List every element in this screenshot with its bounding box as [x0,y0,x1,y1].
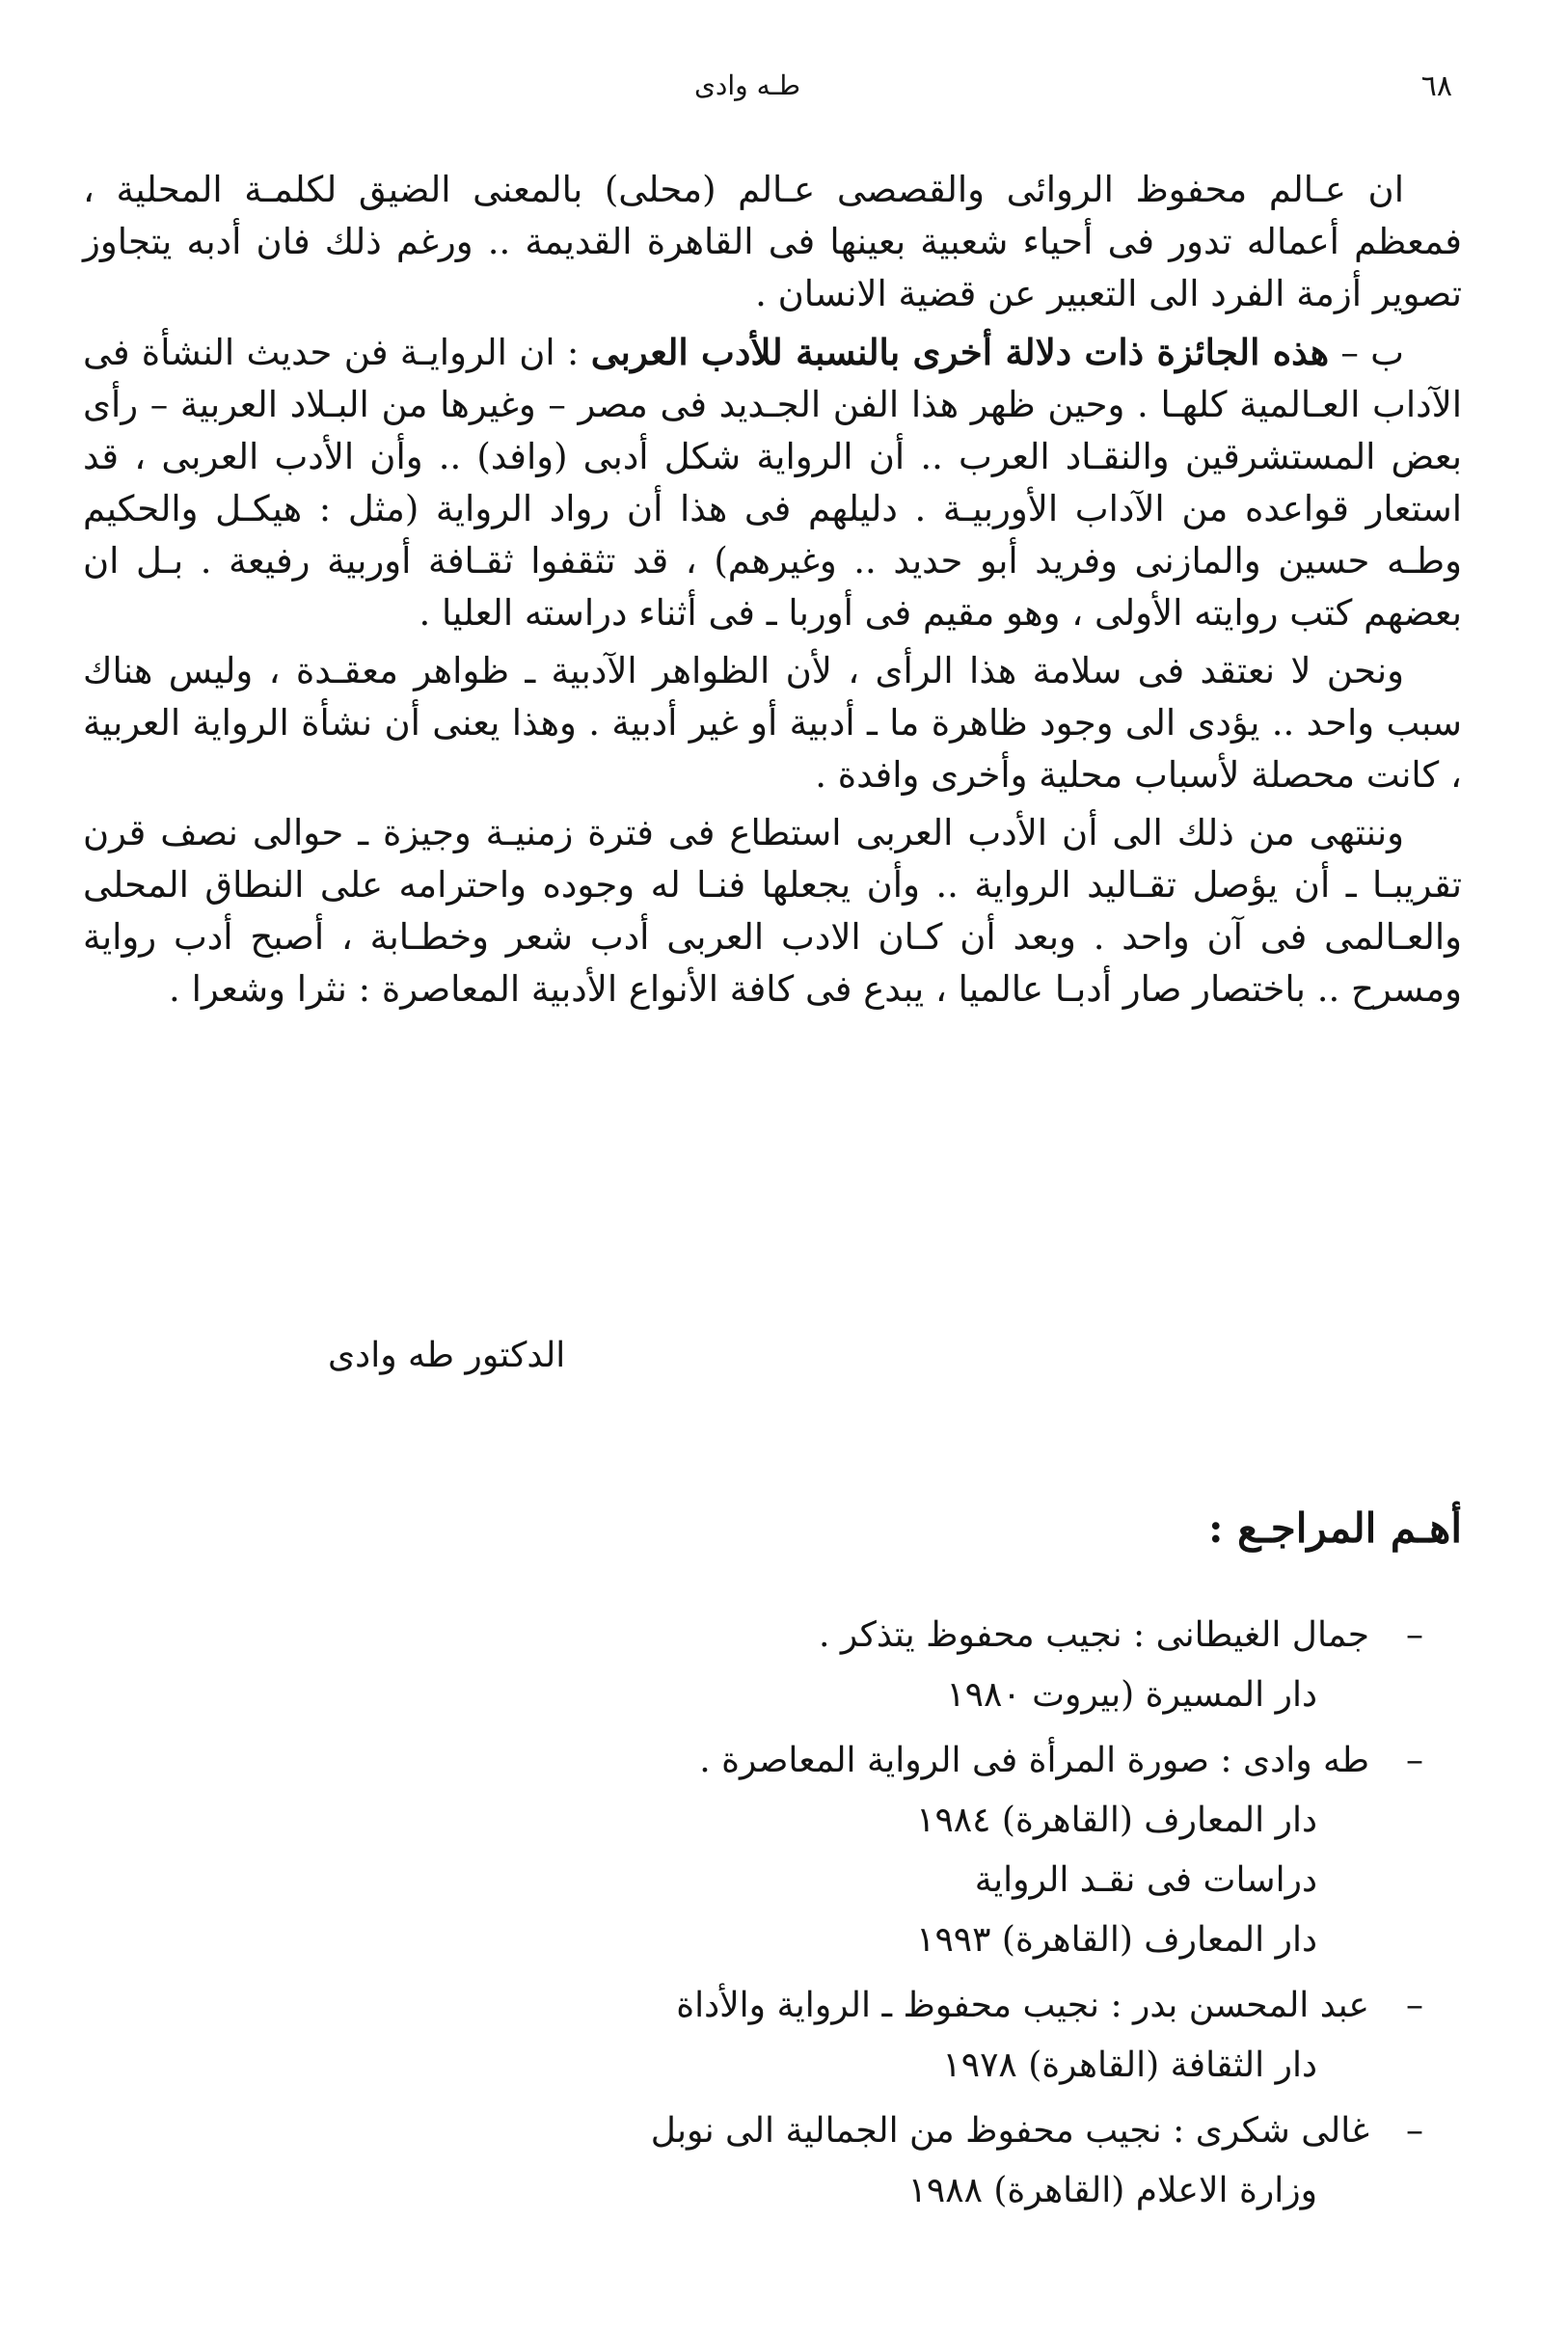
references-heading: أهـم المراجـع : [1207,1504,1462,1552]
list-dash: – [1406,2111,1423,2151]
reference-entry [218,1976,1423,2036]
running-title: طـه وادى [694,69,801,101]
bold-heading: هذه الجائزة ذات دلالة أخرى بالنسبة للأدب العربى [590,331,1330,373]
reference-entry [218,1731,1423,1791]
reference-title: غالى شكرى : نجيب محفوظ من الجمالية الى نوبل [650,2111,1369,2151]
list-dash: – [1406,1615,1423,1655]
reference-item [218,2101,1423,2221]
reference-item [218,1976,1423,2096]
reference-publisher: دار المسيرة (بيروت ١٩٨٠ [946,1675,1317,1715]
page-number: ٦٨ [1420,69,1452,103]
paragraph: وننتهى من ذلك الى أن الأدب العربى استطاع فى فترة زمنيـة وجيزة ـ حوالى نصف قرن تقريبـا ـ أن يؤصل تقـاليد الرواية .. وأن يجعلها فنـا له وجوده واحترامه على النطاق المحلى والعـالمى فى آن واحد . وبعد أن كـان الادب العربى أدب شعر وخطـابة ، أصبح أدب رواية ومسرح .. باختصار صار أدبـا عالميا ، يبدع فى كافة الأنواع الأدبية المعاصرة : نثرا وشعرا . [83,812,1462,1010]
paragraph-text: : ان الروايـة فن حديث النشأة فى الآداب العـالمية كلهـا . وحين ظهر هذا الفن الجـديد فى مصر – وغيرها من البـلاد العربية – رأى بعض المستشرقين والنقـاد العرب .. أن الرواية شكل أدبى (وافد) .. وأن الأدب العربى ، قد استعار قواعده من الآداب الأوربيـة . دليلهم فى هذا أن رواد الرواية (مثل : هيكـل والحكيم وطـه حسين والمازنى وفريد أبو حديد .. وغيرهم) ، قد تثقفوا ثقـافة أوربية رفيعة . بـل ان بعضهم كتب روايته الأولى ، وهو مقيم فى أوربا ـ فى أثناء دراسته العليا . [83,332,1462,634]
reference-second-title: دراسات فى نقـد الرواية [974,1860,1317,1900]
paragraph [83,326,1462,639]
reference-publisher: دار المعارف (القاهرة) ١٩٨٤ [916,1801,1317,1840]
reference-item [218,1731,1423,1970]
body-text [83,164,1462,1021]
list-marker: ب – [1329,332,1404,373]
reference-publisher: دار الثقافة (القاهرة) ١٩٧٨ [942,2045,1317,2085]
reference-item [218,1606,1423,1725]
reference-entry [218,1606,1423,1666]
paragraph: ونحن لا نعتقد فى سلامة هذا الرأى ، لأن الظواهر الآدبية ـ ظواهر معقـدة ، وليس هناك سبب واحد .. يؤدى الى وجود ظاهرة ما ـ أدبية أو غير أدبية . وهذا يعنى أن نشأة الرواية العربية ، كانت محصلة لأسباب محلية وأخرى وافدة . [83,650,1462,796]
reference-title: طه وادى : صورة المرأة فى الرواية المعاصرة . [699,1741,1369,1780]
author-signature: الدكتور طه وادى [328,1336,566,1375]
paragraph: ان عـالم محفوظ الروائى والقصصى عـالم (محلى) بالمعنى الضيق لكلمـة المحلية ، فمعظم أعماله تدور فى أحياء شعبية بعينها فى القاهرة القديمة .. ورغم ذلك فان أدبه يتجاوز تصوير أزمة الفرد الى التعبير عن قضية الانسان . [83,169,1462,314]
reference-title: جمال الغيطانى : نجيب محفوظ يتذكر . [818,1615,1369,1655]
reference-publisher: وزارة الاعلام (القاهرة) ١٩٨٨ [907,2171,1317,2210]
list-dash: – [1406,1741,1423,1780]
reference-publisher: دار المعارف (القاهرة) ١٩٩٣ [916,1920,1317,1960]
references-list [218,1606,1423,2227]
reference-title: عبد المحسن بدر : نجيب محفوظ ـ الرواية والأداة [676,1986,1369,2025]
running-head [0,69,1568,118]
list-dash: – [1406,1986,1423,2025]
reference-entry [218,2101,1423,2161]
